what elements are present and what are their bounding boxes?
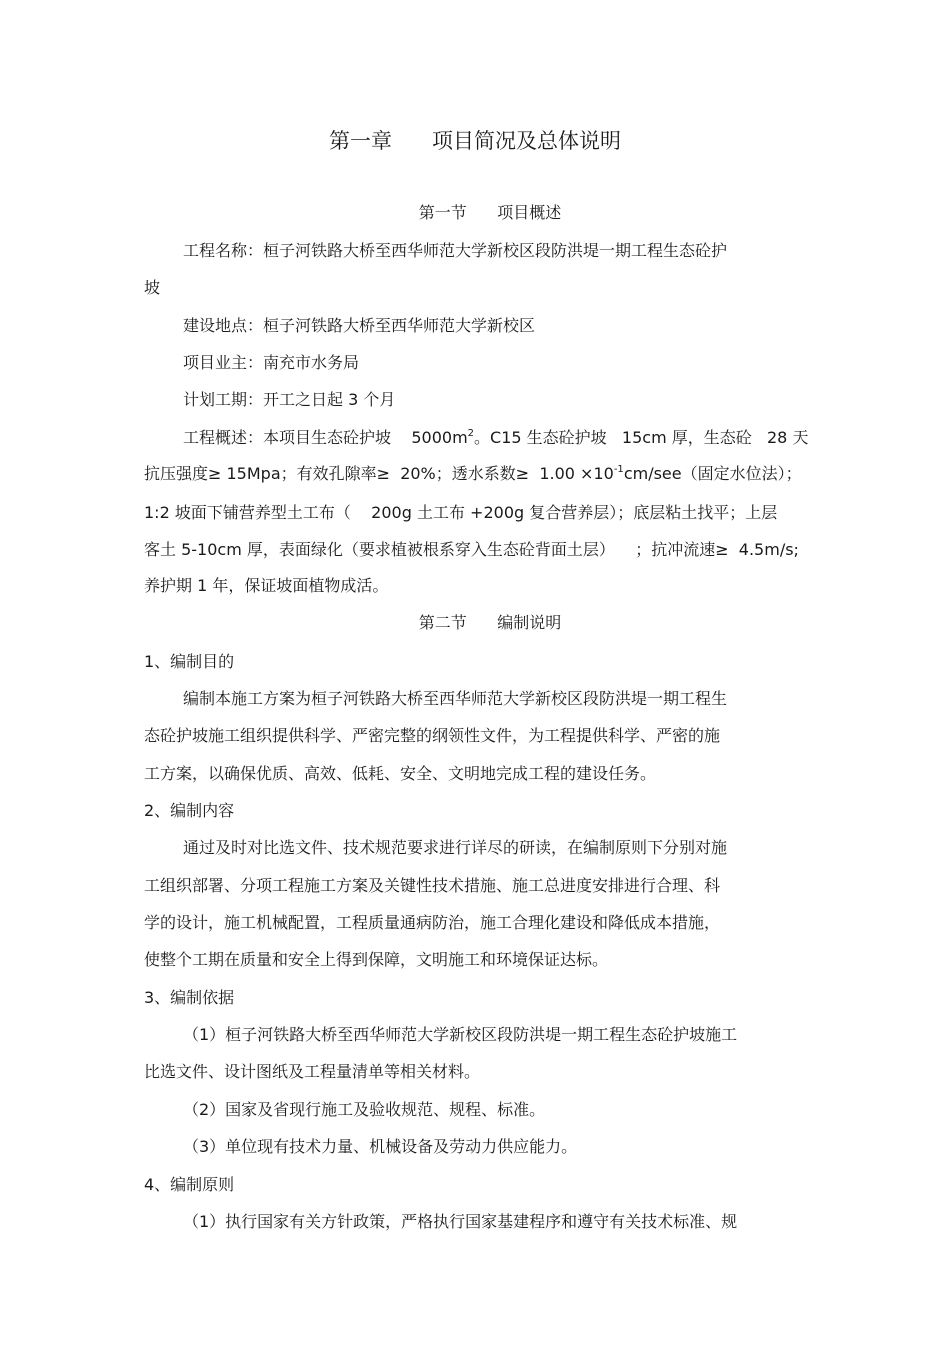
heading-content: 2、编制内容 bbox=[144, 801, 235, 820]
heading-basis: 3、编制依据 bbox=[144, 988, 235, 1007]
overview-text: 工程概述：本项目生态砼护坡 5000m bbox=[183, 428, 468, 447]
overview-text: 。C15 生态砼护坡 15cm 厚，生态砼 28 天 bbox=[474, 428, 809, 447]
project-name-line-2: 坡 bbox=[144, 278, 161, 297]
heading-principles: 4、编制原则 bbox=[144, 1175, 235, 1194]
basis-item-2: （2）国家及省现行施工及验收规范、规程、标准。 bbox=[183, 1100, 546, 1119]
purpose-line-2: 态砼护坡施工组织提供科学、严密完整的纲领性文件，为工程提供科学、严密的施 bbox=[144, 726, 721, 745]
project-overview-line-1 bbox=[183, 428, 808, 448]
heading-purpose: 1、编制目的 bbox=[144, 652, 235, 671]
purpose-line-3: 工方案，以确保优质、高效、低耗、安全、文明地完成工程的建设任务。 bbox=[144, 764, 657, 783]
section-title-compilation: 第二节 编制说明 bbox=[418, 613, 562, 632]
superscript: -1 bbox=[613, 464, 624, 475]
project-owner: 项目业主：南充市水务局 bbox=[183, 353, 360, 372]
project-overview-line-4: 客土 5-10cm 厚，表面绿化（要求植被根系穿入生态砼背面土层） ；抗冲流速≥ 4.5m/s; bbox=[144, 540, 799, 559]
project-overview-line-3: 1:2 坡面下铺营养型土工布（ 200g 土工布 +200g 复合营养层）；底层粘土找平；上层 bbox=[144, 503, 778, 522]
principles-item-1-line-1: （1）执行国家有关方针政策，严格执行国家基建程序和遵守有关技术标准、规 bbox=[183, 1212, 738, 1231]
basis-item-1-line-1: （1）桓子河铁路大桥至西华师范大学新校区段防洪堤一期工程生态砼护坡施工 bbox=[183, 1025, 738, 1044]
content-line-3: 学的设计，施工机械配置，工程质量通病防治，施工合理化建设和降低成本措施， bbox=[144, 913, 721, 932]
overview-text: 抗压强度≥ 15Mpa；有效孔隙率≥ 20%；透水系数≥ 1.00 ×10 bbox=[144, 464, 614, 483]
basis-item-3: （3）单位现有技术力量、机械设备及劳动力供应能力。 bbox=[183, 1137, 578, 1156]
purpose-line-1: 编制本施工方案为桓子河铁路大桥至西华师范大学新校区段防洪堤一期工程生 bbox=[183, 689, 728, 708]
content-line-2: 工组织部署、分项工程施工方案及关键性技术措施、施工总进度安排进行合理、科 bbox=[144, 876, 721, 895]
project-period: 计划工期：开工之日起 3 个月 bbox=[183, 390, 396, 409]
content-line-1: 通过及时对比选文件、技术规范要求进行详尽的研读，在编制原则下分别对施 bbox=[183, 838, 728, 857]
content-line-4: 使整个工期在质量和安全上得到保障，文明施工和环境保证达标。 bbox=[144, 950, 609, 969]
project-name-line-1: 工程名称：桓子河铁路大桥至西华师范大学新校区段防洪堤一期工程生态砼护 bbox=[183, 241, 728, 260]
superscript: 2 bbox=[467, 428, 475, 439]
overview-text: cm/see（固定水位法）； bbox=[623, 464, 802, 483]
project-location: 建设地点：桓子河铁路大桥至西华师范大学新校区 bbox=[183, 316, 536, 335]
project-overview-line-5: 养护期 1 年，保证坡面植物成活。 bbox=[144, 576, 389, 595]
section-title-overview: 第一节 项目概述 bbox=[418, 203, 562, 222]
basis-item-1-line-2: 比选文件、设计图纸及工程量清单等相关材料。 bbox=[144, 1062, 481, 1081]
chapter-title: 第一章 项目简况及总体说明 bbox=[328, 129, 622, 153]
project-overview-line-2 bbox=[144, 464, 802, 484]
